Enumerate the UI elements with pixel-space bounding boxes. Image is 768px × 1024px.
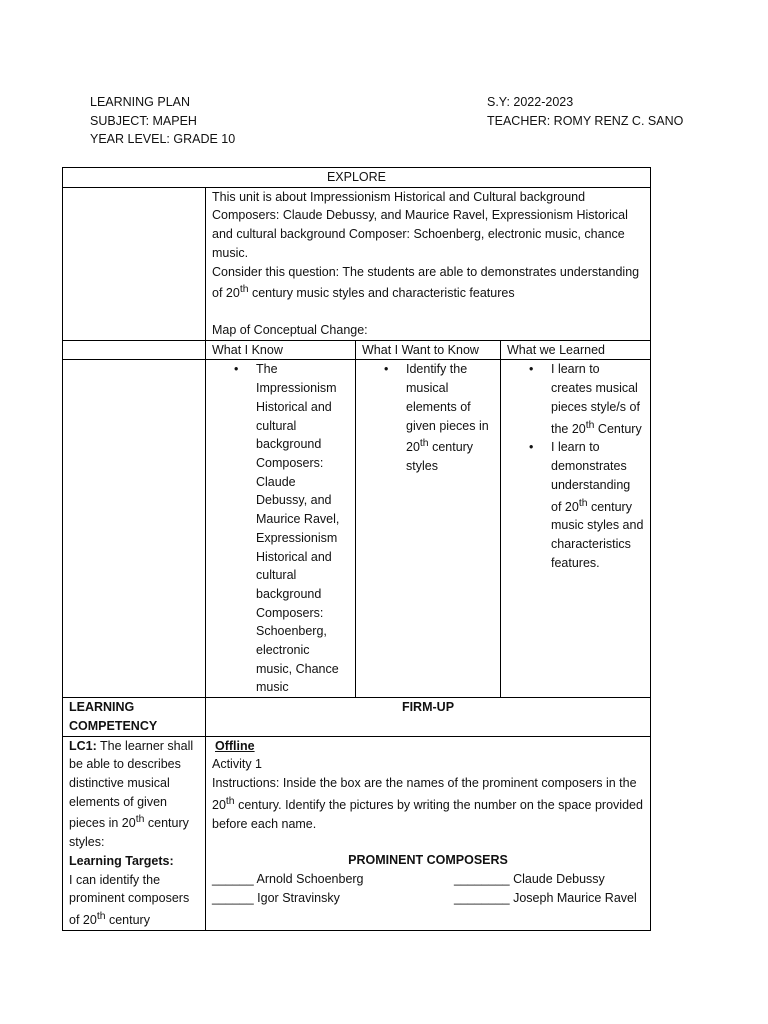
empty-cell — [63, 187, 206, 340]
composer-blank: ________ Claude Debussy — [454, 871, 605, 886]
offline-label: Offline — [215, 738, 255, 753]
explore-intro-row — [63, 187, 651, 340]
learned-item: • I learn to demonstrates understanding of 20th century music styles and characteristics features. — [551, 438, 644, 572]
lc1-text: LC1: The learner shall be able to describes distinctive musical elements of given pieces in 20th century styles: — [69, 738, 194, 850]
composers-title: PROMINENT COMPOSERS — [348, 853, 508, 868]
col-what-i-know: What I Know — [206, 340, 356, 360]
col-what-we-learned: What we Learned — [501, 340, 651, 360]
composer-blank: ________ Joseph Maurice Ravel — [454, 890, 637, 905]
learned-item: • I learn to creates musical pieces style/s of the 20th Century — [551, 360, 644, 438]
learning-targets-text: I can identify the prominent composers of 20th century — [69, 872, 190, 928]
explore-intro-cell — [206, 187, 651, 340]
composer-row — [212, 870, 644, 889]
explore-question: Consider this question: The students are able to demonstrates understanding of 20th century music styles and characteristic features — [212, 264, 640, 301]
know-item: • The Impressionism Historical and cultural background Composers: Claude Debussy, and Maurice Ravel, Expressionism Historical and cultural background Composers: Schoenberg, electronic music, Chance music — [256, 360, 349, 697]
want-item: • Identify the musical elements of given pieces in 20th century styles — [406, 360, 494, 475]
know-cell — [206, 360, 356, 698]
learning-competency-label: LEARNING COMPETENCY — [63, 698, 206, 736]
empty-cell — [63, 360, 206, 698]
firmup-header-row — [63, 698, 651, 736]
header-left — [90, 93, 235, 149]
empty-cell — [63, 340, 206, 360]
col-what-i-want-to-know: What I Want to Know — [356, 340, 501, 360]
learned-cell — [501, 360, 651, 698]
composer-blank: ______ Arnold Schoenberg — [212, 871, 364, 886]
explore-title: EXPLORE — [63, 168, 651, 188]
map-label: Map of Conceptual Change: — [212, 323, 368, 338]
firmup-content-row — [63, 736, 651, 930]
competency-cell — [63, 736, 206, 930]
header-right — [487, 93, 683, 130]
explore-intro: This unit is about Impressionism Historical and Cultural background Composers: Claude Debussy, and Maurice Ravel, Expressionism Historical and cultural background Composer: Schoenberg, electronic music, chance music. — [212, 189, 628, 260]
want-cell — [356, 360, 501, 698]
explore-header-row — [63, 168, 651, 188]
header-school-year: S.Y: 2022-2023 — [487, 95, 574, 109]
learning-plan-table — [62, 167, 651, 931]
kwl-header-row — [63, 340, 651, 360]
firmup-title: FIRM-UP — [206, 698, 651, 736]
header-title: LEARNING PLAN — [90, 95, 191, 109]
activity-label: Activity 1 — [212, 757, 263, 772]
header-subject: SUBJECT: MAPEH — [90, 113, 197, 128]
activity-cell — [206, 736, 651, 930]
learning-targets-label: Learning Targets: — [69, 853, 174, 868]
header-year-level: YEAR LEVEL: GRADE 10 — [90, 132, 236, 147]
kwl-content-row — [63, 360, 651, 698]
activity-instructions: Instructions: Inside the box are the names of the prominent composers in the 20th century. Identify the pictures by writing the number on the space provided before each name. — [212, 775, 643, 831]
composer-row — [212, 889, 644, 908]
composer-blank: ______ Igor Stravinsky — [212, 890, 340, 905]
header-teacher: TEACHER: ROMY RENZ C. SANO — [487, 113, 684, 128]
